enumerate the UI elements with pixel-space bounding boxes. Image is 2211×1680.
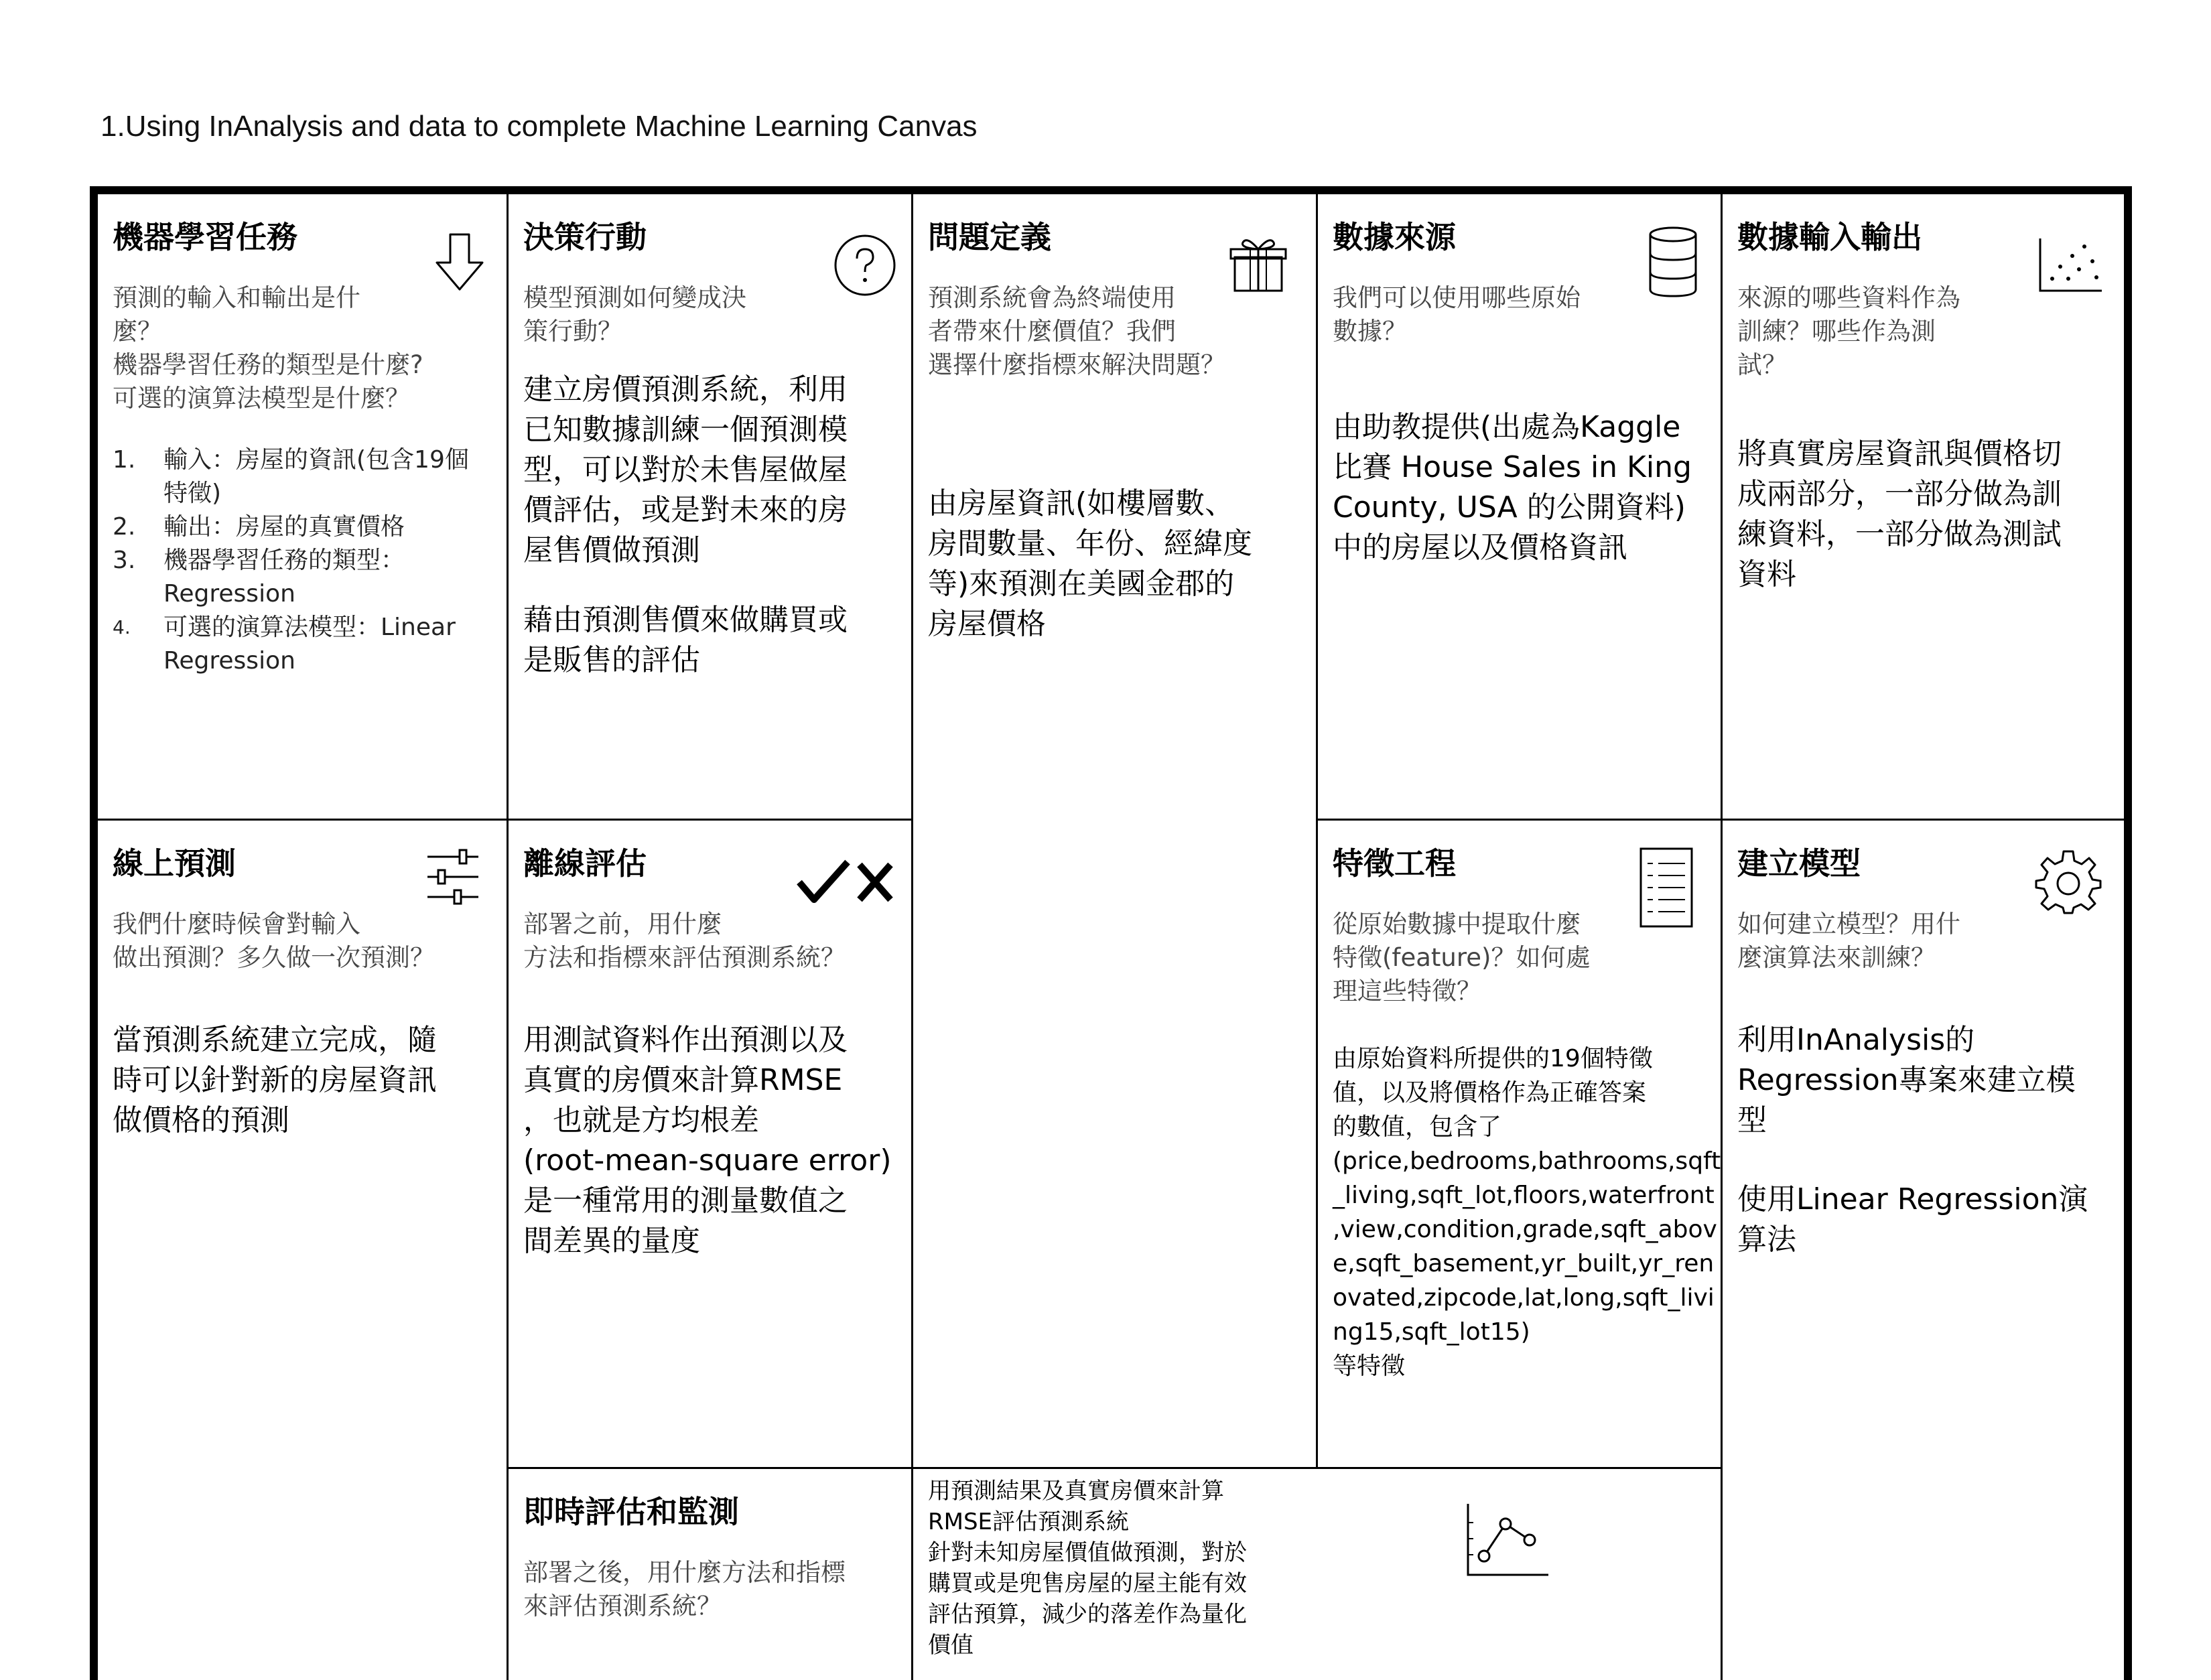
cell-question: 預測的輸入和輸出是什 麼？ 機器學習任務的類型是什麼? 可選的演算法模型是什麼？ (113, 283, 423, 413)
item-text: 輸入：房屋的資訊(包含19個特徵) (163, 446, 469, 507)
cell-answer: 建立房價預測系統，利用 已知數據訓練一個預測模 型，可以對於未售屋做屋 價評估，或是對未來的房 屋售價做預測 (523, 372, 848, 567)
list-item (113, 544, 488, 611)
cell-answer: 由房屋資訊(如樓層數、 房間數量、年份、經緯度 等)來預測在美國金郡的 房屋價格 (928, 486, 1252, 641)
cell-question: 如何建立模型？用什 麼演算法來訓練？ (1737, 910, 1960, 972)
cell-question: 預測系統會為終端使用 者帶來什麼價值？我們 選擇什麼指標來解決問題？ (928, 283, 1225, 379)
ml-task-list (113, 443, 488, 678)
cell-answer: 當預測系統建立完成，隨 時可以針對新的房屋資訊 做價格的預測 (113, 1023, 437, 1137)
cell-question: 從原始數據中提取什麼 特徵(feature)？如何處 理這些特徵？ (1333, 910, 1591, 1005)
item-text: 機器學習任務的類型：Regression (163, 547, 405, 608)
gift-icon (1228, 233, 1288, 293)
list-item (113, 443, 488, 510)
arrow-down-icon (433, 232, 486, 292)
item-number: 2. (113, 513, 136, 541)
cell-question: 我們可以使用哪些原始 數據？ (1333, 283, 1581, 346)
making-predictions-cell (98, 821, 507, 1680)
item-number: 1. (113, 446, 136, 474)
page-title: 1.Using InAnalysis and data to complete Machine Learning Canvas (100, 110, 978, 143)
cell-title: 機器學習任務 (113, 219, 297, 255)
ml-canvas (90, 186, 2132, 1680)
list-item (113, 611, 488, 678)
question-circle-icon (833, 233, 897, 297)
cell-answer: 利用InAnalysis的 Regression專案來建立模 型 (1737, 1023, 2076, 1137)
cell-answer: 用預測結果及真實房價來計算 RMSE評估預測系統 針對未知房屋價值做預測，對於 購買或是兜售房屋的屋主能有效 評估預算，減少的落差作為量化 價值 (928, 1478, 1247, 1659)
scatter-plot-icon (2037, 237, 2104, 293)
cell-title: 數據來源 (1333, 219, 1456, 255)
live-evaluation-cell (509, 1469, 1721, 1680)
list-document-icon (1638, 846, 1694, 929)
cell-title: 離線評估 (523, 845, 647, 882)
item-text: 可選的演算法模型：Linear Regression (163, 614, 456, 675)
item-number: 3. (113, 547, 136, 574)
cell-title: 即時評估和監測 (523, 1494, 739, 1530)
cell-title: 建立模型 (1737, 845, 1861, 882)
cell-answer: 將真實房屋資訊與價格切 成兩部分，一部分做為訓 練資料，一部分做為測試 資料 (1737, 437, 2062, 591)
cell-question: 來源的哪些資料作為 訓練？哪些作為測 試？ (1737, 283, 1960, 379)
cell-title: 決策行動 (523, 219, 647, 255)
cell-question: 我們什麼時候會對輸入 做出預測？多久做一次預測？ (113, 910, 435, 972)
gear-icon (2035, 847, 2102, 914)
cell-answer: 由原始資料所提供的19個特徵 值，以及將價格作為正確答案 的數值，包含了 (price,bedrooms,bathrooms,sqft _living,sqft_lot,floors,waterfront ,view,condition,grade,sqft_abov e,sqft_basement,yr_built,yr_ren ovated,zipcode,lat,long,sqft_livi ng15,sqft_lot15) 等特徵 (1333, 1045, 1721, 1380)
cell-answer: 使用Linear Regression演 算法 (1737, 1182, 2088, 1257)
features-cell (1318, 821, 1721, 1467)
list-item (113, 510, 488, 544)
cell-title: 線上預測 (113, 845, 236, 882)
cell-answer: 由助教提供(出處為Kaggle 比賽 House Sales in King County, USA 的公開資料) 中的房屋以及價格資訊 (1333, 410, 1692, 565)
offline-evaluation-cell (509, 821, 911, 1467)
cell-answer: 藉由預測售價來做購買或 是販售的評估 (523, 603, 848, 677)
cell-answer: 用測試資料作出預測以及 真實的房價來計算RMSE ，也就是方均根差 (root-mean-square error) 是一種常用的測量數值之 間差異的量度 (523, 1023, 892, 1258)
ml-task-cell (98, 194, 507, 819)
item-number: 4. (113, 616, 131, 638)
cell-question: 部署之前，用什麼 方法和指標來評估預測系統？ (523, 910, 846, 972)
data-sources-cell (1318, 194, 1721, 819)
database-icon (1646, 225, 1700, 299)
line-chart-icon (1464, 1502, 1551, 1578)
value-prop-cell (913, 194, 1316, 1467)
sliders-icon (425, 847, 481, 908)
decisions-cell (509, 194, 911, 819)
cell-question: 部署之後，用什麼方法和指標 來評估預測系統？ (523, 1558, 846, 1620)
building-models-cell (1723, 821, 2127, 1680)
item-text: 輸出：房屋的真實價格 (163, 513, 405, 541)
check-cross-icon (797, 858, 897, 906)
cell-title: 數據輸入輸出 (1737, 219, 1922, 255)
cell-question: 模型預測如何變成決 策行動？ (523, 283, 746, 346)
cell-title: 特徵工程 (1333, 845, 1456, 882)
collecting-data-cell (1723, 194, 2127, 819)
cell-title: 問題定義 (928, 219, 1051, 255)
